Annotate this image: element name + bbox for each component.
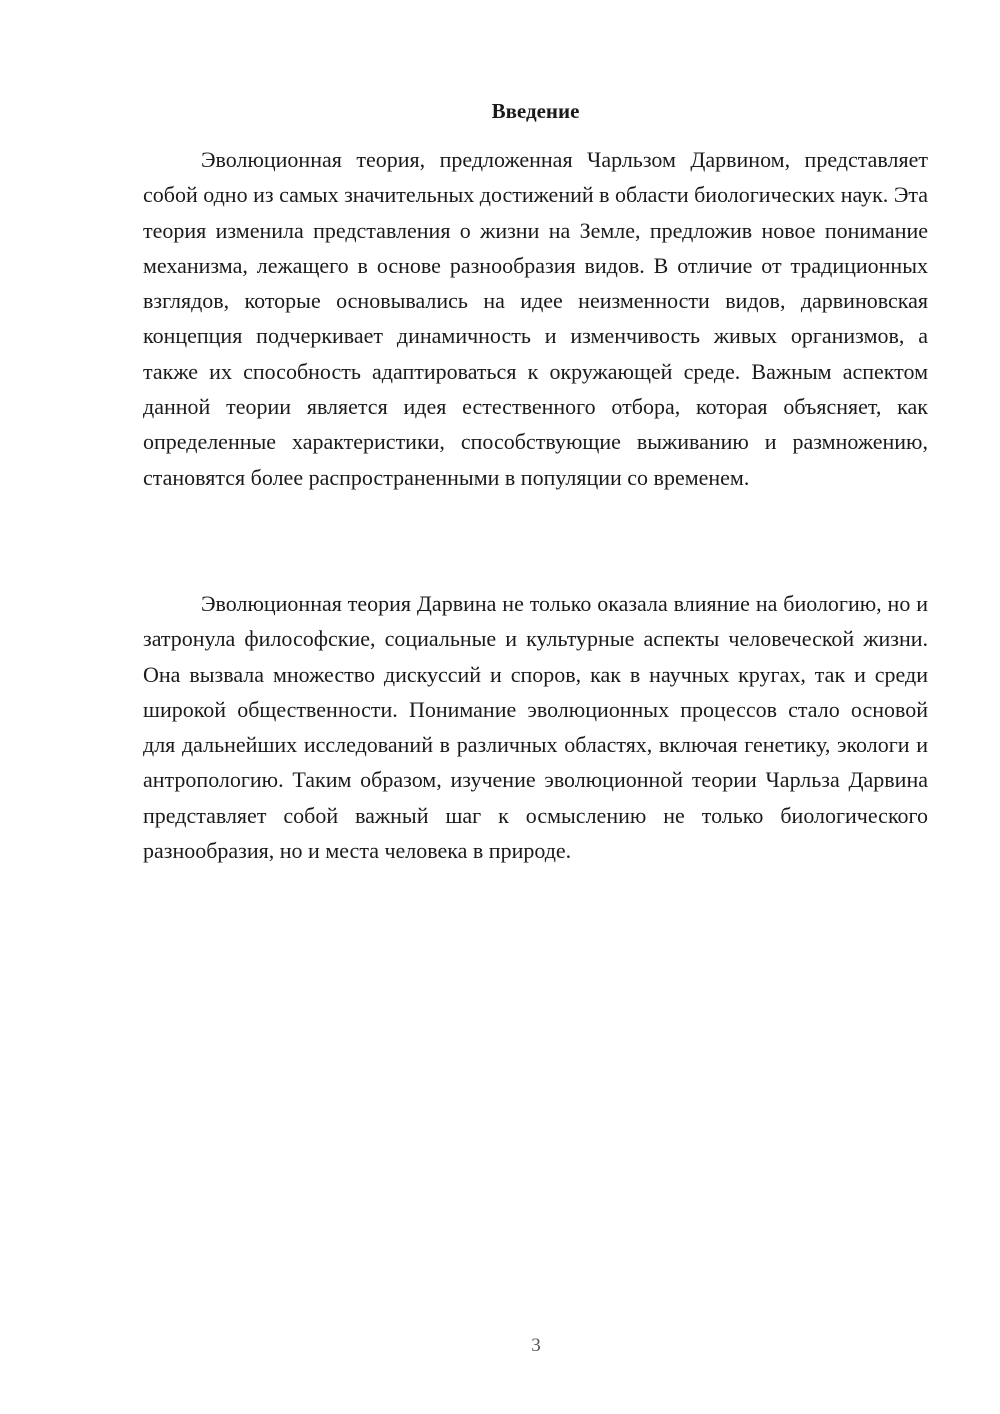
section-heading: Введение	[491, 99, 580, 123]
paragraph: Эволюционная теория Дарвина не только оказала влияние на биологию, но и затронула философские, социальные и культурные аспекты человеческой жизни. Она вызвала множество дискуссий и споров, как в научных кругах, так и среди широкой общественности. Понимание эволюционных процессов стало основой для дальнейших исследований в различных областях, включая генетику, экологи и антропологию. Таким образом, изучение эволюционной теории Чарльза Дарвина представляет собой важный шаг к осмыслению не только биологического разнообразия, но и места человека в природе.	[143, 591, 928, 864]
page-number: 3	[531, 1335, 541, 1356]
paragraph: Эволюционная теория, предложенная Чарльзом Дарвином, представляет собой одно из самых значительных достижений в области биологических наук. Эта теория изменила представления о жизни на Земле, предложив новое понимание механизма, лежащего в основе разнообразия видов. В отличие от традиционных взглядов, которые основывались на идее неизменности видов, дарвиновская концепция подчеркивает динамичность и изменчивость живых организмов, а также их способность адаптироваться к окружающей среде. Важным аспектом данной теории является идея естественного отбора, которая объясняет, как определенные характеристики, способствующие выживанию и размножению, становятся более распространенными в популяции со временем.	[143, 147, 928, 490]
